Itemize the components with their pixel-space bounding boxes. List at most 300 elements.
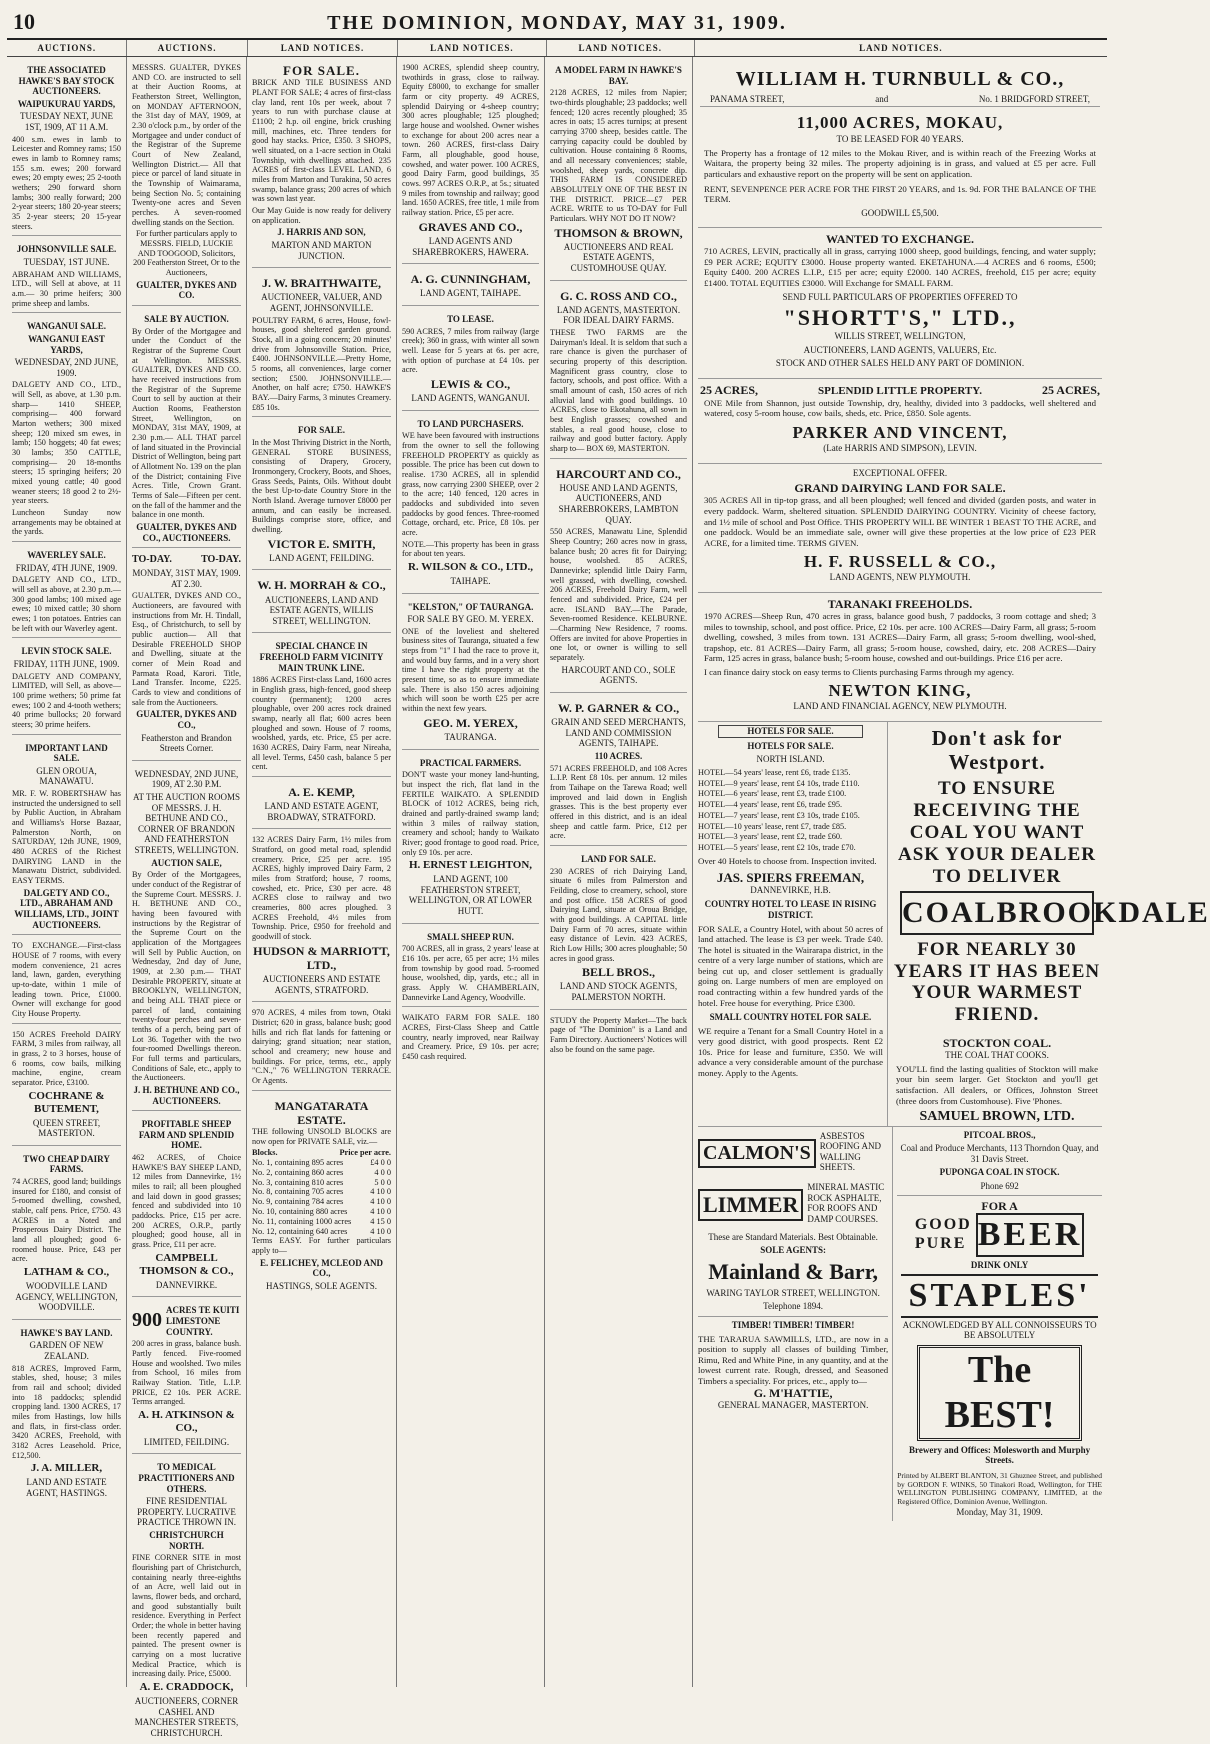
ad-glen-oroua-land-sale bbox=[12, 738, 121, 936]
ad-address: LAND AGENTS, MASTERTON. FOR IDEAL DAIRY FARMS. bbox=[556, 304, 681, 326]
ad-signature: GRAVES AND CO., bbox=[418, 219, 523, 234]
ad-signature: G. C. ROSS AND CO., bbox=[560, 288, 677, 303]
beer-column bbox=[893, 1127, 1102, 1521]
ad-body: WE have been favoured with instructions from the owner to sell the following FREEHOLD PROPERTY as quickly as possible. The price has been cut down to realise. 1730 ACRES, all in splendid grass, now carrying 2300 SHEEP, over 2 to the acre; 140 fenced, 120 acres in paddocks and subdivided into seven paddocks by good fences. Three-roomed Cottage, orchard, etc. Price, £8 10s. per acre. bbox=[402, 431, 539, 537]
ad-address: WOODVILLE LAND AGENCY, WELLINGTON, WOODVILLE. bbox=[15, 1280, 118, 1313]
ad-address: LAND AGENTS AND SHAREBROKERS, HAWERA. bbox=[412, 235, 529, 257]
ad-where: CHRISTCHURCH NORTH. bbox=[149, 1530, 224, 1551]
today-right: TO-DAY. bbox=[201, 554, 241, 566]
ad-body: MESSRS. GUALTER, DYKES AND CO. are instructed to sell at their Auction Rooms, at Featherston Street, Wellington, on MONDAY AFTERNOON, the 31st day of MAY, 1909, at 2.30 o'clock p.m., by order of the Mortgagee and under conduct of the Registrar of the Supreme Court of New Zealand, Wellington District.— All that piece or parcel of land situate in the Township of Waimarama, being Section No. 5; containing Twenty-one acres and Seven perches. A seven-roomed dwelling stands on the Section. bbox=[132, 63, 241, 227]
ad-study-market bbox=[550, 1013, 687, 1059]
hotels-column bbox=[698, 722, 888, 1126]
ad-signature: LATHAM & CO., bbox=[23, 1266, 110, 1278]
westport-line-1: Don't ask for Westport. bbox=[931, 725, 1063, 775]
ad-signature: H. ERNEST LEIGHTON, bbox=[408, 859, 533, 872]
ad-today-karori-shop bbox=[132, 551, 241, 761]
ad-address: HOUSE AND LAND AGENTS, AUCTIONEERS, AND SHAREBROKERS, LAMBTON QUAY. bbox=[558, 482, 679, 525]
ad-signature: A. H. ATKINSON & CO., bbox=[138, 1408, 235, 1434]
ad-address: TAURANGA. bbox=[444, 731, 497, 742]
ad-address: LAND AGENT, FEILDING. bbox=[269, 552, 374, 563]
ad-address: GRAIN AND SEED MERCHANTS, LAND AND COMMISSION AGENTS, TAIHAPE. bbox=[551, 717, 686, 749]
ad-model-farm bbox=[550, 60, 687, 281]
beer-pure: PURE bbox=[914, 1234, 967, 1252]
hotel-line: HOTEL—6 years' lease, rent £3, trade £100. bbox=[698, 789, 847, 799]
ad-signature: J. W. BRAITHWAITE, bbox=[261, 276, 382, 291]
ad-title: IMPORTANT LAND SALE. bbox=[25, 742, 108, 764]
ad-signature: A. E. KEMP, bbox=[288, 784, 355, 799]
ad-practical-farmers bbox=[402, 753, 539, 924]
split-hotels-coal bbox=[698, 722, 1210, 1127]
newton-king-address: LAND AND FINANCIAL AGENCY, NEW PLYMOUTH. bbox=[793, 701, 1007, 712]
ad-signature: LEWIS & CO., bbox=[430, 376, 511, 391]
section-head-auctions-1: AUCTIONS. bbox=[7, 40, 127, 56]
ad-body: FINE CORNER SITE in most flourishing part of Christchurch, containing nearly three-eighths of an Acre, well laid out in lawns, flower beds, and orchard, and good substantially built residence. Everything in Perfect Order; the whole in better having been recently papered and painted. The present owner is carrying on a most lucrative Medical Practice, which is increasing daily. Price, £5000. bbox=[132, 1553, 241, 1679]
ad-address: LAND AGENT, 100 FEATHERSTON STREET, WELLINGTON, OR AT LOWER HUTT. bbox=[408, 874, 533, 917]
ad-body: THESE TWO FARMS are the Dairyman's Ideal. It is seldom that such a rare chance is given the purchaser of securing property of this description. Magnificent grass country, close to factory, schools, and post office. With a small amount of cash, 150 acres of rich alluvial land with good buildings. 10 ACRES, close to Ekotahuna, all sown in best English grasses; cowshed and stables, a real good house, close to railway and good butter factory. Apply sharp to— BOX 69, MASTERTON. bbox=[550, 327, 687, 454]
shortts-role: AUCTIONEERS, LAND AGENTS, VALUERS, Etc. bbox=[803, 344, 997, 355]
ad-title: TO LEASE. bbox=[447, 313, 494, 324]
splendid-head-row bbox=[700, 383, 1100, 398]
ad-body: ABRAHAM AND WILLIAMS, LTD., will Sell at above, at 11 a.m.— 30 prime heifers; 300 prime sheep and lambs. bbox=[12, 269, 121, 308]
block-row bbox=[252, 1168, 391, 1178]
ad-hawkes-bay-stock bbox=[12, 60, 121, 236]
mainland-barr-logo: Mainland & Barr, bbox=[708, 1258, 878, 1284]
mokau-body: The Property has a frontage of 12 miles to the Mokau River, and is within reach of the Freezing Works at Waitara, the property being 32 miles. The property adjoining is in grass, and valued at £5 per acre. Full particulars and exhaustive report on the property will be sent on application. bbox=[704, 147, 1096, 179]
ad-big-number: 900 bbox=[132, 1309, 162, 1332]
block-row bbox=[252, 1158, 391, 1168]
ad-body: 462 ACRES, of Choice HAWKE'S BAY SHEEP LAND, 12 miles from Dannevirke, 1½ miles to rail; all been ploughed and laid down in good grasses; fenced and subdivided into 10 paddocks. Price, £15 per acre. 200 ACRES, O.R.P., partly ploughed; good house, all in grass. Price, £11 per acre. bbox=[132, 1153, 241, 1250]
ad-footer: Our May Guide is now ready for delivery on application. bbox=[252, 206, 391, 225]
ad-title: AUCTION SALE, bbox=[151, 857, 222, 868]
beer-row bbox=[897, 1213, 1102, 1257]
ad-body: In the Most Thriving District in the North, GENERAL STORE BUSINESS, consisting of Drapery, Grocery, Ironmongery, Crockery, Boots, and Shoes, Grass Seeds, Paints, Oils. Without doubt the best Up-to-date Country Store in the North Island. Average turnover £8000 per annum, and can easily be increased. Buildings comprise store, office, and dwelling. bbox=[252, 437, 392, 534]
ad-waverley-sale bbox=[12, 545, 121, 638]
hotels-list bbox=[698, 768, 883, 854]
mokau-sub: TO BE LEASED FOR 40 YEARS. bbox=[836, 134, 964, 145]
beer-brewery: Brewery and Offices: Molesworth and Murphy Streets. bbox=[909, 1444, 1091, 1466]
ad-body: 1900 ACRES, splendid sheep country, twothirds in grass, close to railway. Equity £8000, to exchange for smaller farm or city property. 49 ACRES, splendid Dairying or 4-sheep country; 300 acres ploughable; 125 ploughed; large house and woolshed. Owner wishes to exchange for about 200 acres near a town. 260 ACRES, first-class Dairy Farm, all ploughable, good house, cowshed, and water power. 100 ACRES, good Dairy Farm, good buildings, 35 cows. 997 ACRES O.R.P., at 5s.; situated 9 miles from township and railway; good land. 1650 ACRES, free title, 1 mile from railway station. Price, £5 per acre. bbox=[402, 63, 539, 218]
sole-agents: SOLE AGENTS: bbox=[760, 1245, 826, 1256]
column-2 bbox=[127, 57, 247, 1738]
ad-title: FOR SALE. bbox=[297, 425, 345, 436]
block-name: No. 2, containing 860 acres bbox=[252, 1167, 344, 1177]
columns bbox=[7, 57, 1210, 1738]
staples-logo: STAPLES' bbox=[901, 1274, 1098, 1318]
ad-subtitle: WANGANUI EAST YARDS, bbox=[28, 333, 105, 355]
column-1 bbox=[7, 57, 127, 1687]
pitcoal-head: PITCOAL BROS., bbox=[963, 1129, 1036, 1140]
good-pure-stack bbox=[915, 1216, 972, 1254]
ad-johnsonville-sale bbox=[12, 239, 121, 313]
ad-turnbull-mokau bbox=[698, 60, 1102, 228]
stockton-body: YOU'LL find the lasting qualities of Stockton will make your bin seem larger. Get Stockton and you'll get satisfaction. All dealers, or Offices, Johnston Street (three doors from Customhouse). Five 'Phones. bbox=[896, 1063, 1098, 1106]
ad-title: 110 ACRES. bbox=[594, 750, 643, 761]
ad-signature: W. P. GARNER & CO., bbox=[557, 700, 680, 715]
ad-address: LAND AND ESTATE AGENT, BROADWAY, STRATFORD. bbox=[264, 801, 379, 822]
ad-sale-by-auction bbox=[132, 309, 241, 548]
mainland-telephone: Telephone 1894. bbox=[763, 1301, 824, 1312]
hotels-title: HOTELS FOR SALE. bbox=[747, 740, 834, 751]
pitcoal-phone: Phone 692 bbox=[980, 1181, 1019, 1192]
ad-terms: Terms EASY. For further particulars apply to— bbox=[252, 1236, 391, 1255]
ad-hudson-marriott bbox=[252, 832, 391, 1002]
ad-date: TUESDAY NEXT, JUNE 1ST, 1909, AT 11 A.M. bbox=[20, 111, 113, 133]
ad-signature: A. G. CUNNINGHAM, bbox=[410, 272, 531, 287]
ad-grand-dairying-land bbox=[698, 464, 1102, 593]
block-price: 4 10 0 bbox=[370, 1187, 391, 1197]
ad-address: AUCTIONEERS AND REAL ESTATE AGENTS, CUSTOMHOUSE QUAY. bbox=[563, 241, 674, 273]
hotels-box: HOTELS FOR SALE. bbox=[718, 725, 863, 738]
block-price: 4 10 0 bbox=[370, 1206, 391, 1216]
ad-subtitle: FOR SALE BY GEO. M. YEREX. bbox=[407, 614, 534, 625]
calmons-logo: CALMON'S bbox=[698, 1139, 816, 1169]
blocks-col-head: Blocks. bbox=[252, 1148, 278, 1158]
ad-signature: GUALTER, DYKES AND CO., bbox=[136, 709, 237, 730]
price-col-head: Price per acre. bbox=[339, 1148, 391, 1158]
timber-body: THE TARARUA SAWMILLS, LTD., are now in a position to supply all classes of building Timber, Rimu, Red and White Pine, in any quantity, and at the lowest current rate. Rough, dressed, and Seasoned Timbers a speciality. For prices, etc., apply to— bbox=[698, 1333, 889, 1386]
block-row bbox=[252, 1227, 391, 1237]
pitcoal-coal: PUPONGA COAL IN STOCK. bbox=[939, 1167, 1060, 1178]
imprint: Printed by ALBERT BLANTON, 31 Ghuznee Street, and published by GORDON F. WINKS, 50 Tinakori Road, Wellington, for THE WELLINGTON PUBLISHING COMPANY, LIMITED, at the Registered Office, Dominion Avenue, Wellington. bbox=[897, 1470, 1102, 1507]
small-hotel-body: WE require a Tenant for a Small Country Hotel in a very good district, with good prospects. Rent £2 10s. Price for lease and furniture, £350. We will advance a very considerable amount of the purchase money. Apply to the Agents. bbox=[698, 1025, 883, 1078]
ad-body: TO EXCHANGE.—First-class HOUSE of 7 rooms, with every modern convenience, 21 acres land, lawn, garden, everything up-to-date, within 1 mile of leading town. Price, £1000. Owner will exchange for good City House Property. bbox=[12, 941, 121, 1018]
ad-small-sheep-run bbox=[402, 927, 539, 1008]
ad-title: MANGATARATA ESTATE. bbox=[274, 1098, 369, 1127]
ad-subtitle: WAIPUKURAU YARDS, bbox=[17, 98, 116, 109]
exchange-send: SEND FULL PARTICULARS OF PROPERTIES OFFERED TO bbox=[782, 291, 1018, 302]
shortts-address: WILLIS STREET, WELLINGTON, bbox=[834, 331, 966, 342]
newspaper-title: THE DOMINION, MONDAY, MAY 31, 1909. bbox=[327, 12, 787, 34]
ad-footer: For further particulars apply to MESSRS. FIELD, LUCKIE AND TOOGOOD, Solicitors, 200 Featherston Street, Or to the Auctioneers, bbox=[133, 229, 240, 278]
ad-wanted-to-exchange bbox=[698, 228, 1102, 379]
stockton-sub: THE COAL THAT COOKS. bbox=[945, 1050, 1049, 1061]
block-name: No. 1, containing 895 acres bbox=[252, 1158, 344, 1168]
country-hotel-head: COUNTRY HOTEL TO LEASE IN RISING DISTRICT. bbox=[704, 899, 877, 921]
ad-kemp bbox=[252, 780, 391, 829]
hotel-line: HOTEL—54 years' lease, rent £6, trade £135. bbox=[698, 767, 851, 777]
ad-signature: BELL BROS., bbox=[581, 965, 656, 980]
ad-title: LAND FOR SALE. bbox=[581, 853, 656, 864]
ad-title: WANGANUI SALE. bbox=[26, 321, 106, 332]
ad-subtitle: THE following UNSOLD BLOCKS are now open for PRIVATE SALE, viz.— bbox=[252, 1126, 391, 1146]
ad-body: 2128 ACRES, 12 miles from Napier; two-thirds ploughable; 23 paddocks; well fenced; 120 acres recently ploughed; 35 acres in oats; 15 acres turnips; at present carrying 3700 sheep, besides cattle. The carrying capacity could be doubled by cultivation. House containing 8 Rooms, and all necessary conveniences; stable, woolshed, sheep yards, concrete dip. THIS FARM IS CONSIDERED ABSOLUTELY ONE OF THE BEST IN THE DISTRICT. PRICE—£7 PER ACRE. WRITE to us TO-DAY for Full Particulars. WHY NOT DO IT NOW? bbox=[550, 88, 687, 223]
shortts-firm: "SHORTT'S," LTD., bbox=[783, 305, 1017, 331]
ad-date: MONDAY, 31ST MAY, 1909. AT 2.30. bbox=[132, 568, 241, 589]
ad-taranaki-freeholds bbox=[698, 593, 1102, 722]
country-hotel-body: FOR SALE, a Country Hotel, with about 50 acres of land attached. The lease is £3 per week. Trade £40. The hotel is situated in the Wairarapa district, in the centre of a very large number of stations, which are being cut up, and closer settlement is gradually going on. Large numbers of men are employed on road contracting within a few hundred yards of the hotel. Free house for everything. Price £300. bbox=[698, 923, 883, 1008]
ad-waikato-farm bbox=[402, 1010, 539, 1065]
ad-signature: W. H. MORRAH & CO., bbox=[257, 578, 386, 593]
ad-address: LAND AND ESTATE AGENT, HASTINGS. bbox=[25, 1477, 108, 1498]
ad-signature: E. FELICHEY, MCLEOD AND CO., bbox=[260, 1257, 383, 1279]
ad-signature: VICTOR E. SMITH, bbox=[267, 536, 376, 551]
ad-date: FRIDAY, 4TH JUNE, 1909. bbox=[15, 562, 118, 573]
ad-kelston-tauranga bbox=[402, 597, 539, 750]
section-head-land-1: LAND NOTICES. bbox=[248, 40, 398, 56]
ad-harcourt bbox=[550, 462, 687, 693]
ad-head-row bbox=[132, 1303, 241, 1339]
ad-body: DALGETY AND CO., LTD., will Sell, as above, at 1.30 p.m. sharp— 1410 SHEEP, comprising— 400 forward Marton wethers; 300 mixed sheep; 120 mixed sm ewes, in lamb; 150 hoggets; 40 fat ewes; 30 lambs; 350 CATTLE, comprising— 20 18-months steers; 15 springing heifers; 20 mixed young cattle; 40 good weaner steers; 18 good 2 to 2½-year steers. bbox=[12, 380, 121, 506]
ad-ross bbox=[550, 284, 687, 459]
ad-signature: A. E. CRADDOCK, bbox=[139, 1681, 234, 1694]
ad-body: 550 ACRES, Manawatu Line, Splendid Sheep Country; 260 acres now in grass, balance bush; 20 acres fit for Dairying; house, woolshed. 85 ACRES, Dannevirke; splendid little Dairy Farm, well grassed, with dwelling, cowshed. 206 ACRES, Freehold Dairy Farm, well fenced and subdivided. Price, £24 per acre. ISLAND BAY.—The Parade, Seven-roomed Residence. KELBURNE.—Charming New Residence, 7 rooms. Offers are invited for above Properties in one lot, or owner is willing to sell separately. bbox=[550, 527, 687, 663]
ad-cunningham bbox=[402, 267, 539, 306]
block-row bbox=[252, 1197, 391, 1207]
taranaki-head: TARANAKI FREEHOLDS. bbox=[827, 596, 973, 611]
ad-mangatarata-estate bbox=[252, 1094, 391, 1298]
ad-signature: HUDSON & MARRIOTT, LTD., bbox=[253, 943, 390, 972]
block-name: No. 8, containing 705 acres bbox=[252, 1187, 344, 1197]
parker-firm: PARKER AND VINCENT, bbox=[792, 423, 1008, 442]
ad-subtitle: FINE RESIDENTIAL PROPERTY. LUCRATIVE PRACTICE THROWN IN. bbox=[136, 1496, 237, 1528]
ad-date: TUESDAY, 1ST JUNE. bbox=[23, 256, 110, 267]
ad-medical-practitioners bbox=[132, 1457, 241, 1744]
ad-signature-2: HARCOURT AND CO., SOLE AGENTS. bbox=[561, 664, 676, 686]
hotel-line: HOTEL—3 years' lease, rent £2, trade £60. bbox=[698, 832, 843, 842]
ad-body: 818 ACRES, Improved Farm, stables, shed, house; 3 miles from rail and school; divided into 18 paddocks; splendid cropping land. 1300 ACRES, 17 miles from Hastings, low hills and flats, in first-class order. 3420 ACRES, Freehold, with 3182 Acres Leasehold. Price, £12,500. bbox=[12, 1363, 121, 1460]
westport-line-2: TO ENSURE RECEIVING THE COAL YOU WANT ASK YOUR DEALER TO DELIVER bbox=[898, 778, 1096, 887]
ad-title: HAWKE'S BAY LAND. bbox=[20, 1327, 113, 1338]
block-row bbox=[252, 1187, 391, 1197]
ad-body: 200 acres in grass, balance bush. Partly fenced. Five-roomed House and woolshed. Two miles from School, 16 miles from Railway Station. Title, L.I.P. PRICE, £2 10s. PER ACRE. Terms arranged. bbox=[132, 1339, 241, 1407]
ad-title: SPECIAL CHANCE IN FREEHOLD FARM VICINITY MAIN TRUNK LINE. bbox=[259, 641, 384, 673]
ad-general-store bbox=[252, 420, 391, 570]
ad-title: SALE BY AUCTION. bbox=[144, 314, 229, 324]
turnbull-right: No. 1 BRIDGFORD STREET, bbox=[978, 93, 1090, 104]
ad-signature: THOMSON & BROWN, bbox=[554, 225, 683, 240]
mokau-rent: RENT, SEVENPENCE PER ACRE FOR THE FIRST 20 YEARS, and 1s. 9d. FOR THE BALANCE OF THE TERM. bbox=[704, 183, 1096, 205]
ad-body: ONE of the loveliest and sheltered business sites of Tauranga, situated a few steps from "1" I had the race to prove it, and would buy farms, and in a very short time I have the right property at the present time, so as to ensure immediate sale. There is also 150 acres adjoining which will soon be worth £25 per acre within the next few years. bbox=[402, 626, 539, 714]
section-head-land-2: LAND NOTICES. bbox=[398, 40, 546, 56]
ad-signature: HARCOURT AND CO., bbox=[556, 466, 681, 481]
ad-body: WAIKATO FARM FOR SALE. 180 ACRES, First-Class Sheep and Cattle country, nearly improved, near Railway and Creamery. Price, £9 10s. per acre; £450 cash required. bbox=[402, 1013, 539, 1061]
ad-address: AUCTIONEERS, LAND AND ESTATE AGENTS, WILLIS STREET, WELLINGTON. bbox=[264, 594, 379, 626]
exchange-head: WANTED TO EXCHANGE. bbox=[826, 232, 974, 247]
coal-column bbox=[888, 722, 1210, 1126]
ad-body: 571 ACRES FREEHOLD, and 108 Acres L.I.P. Rent £8 10s. per annum. 12 miles from Taihape on the Tarewa Road; well improved and laid down in English grasses. This is the best property ever offered in this district, and is an ideal sheep and cattle farm. Price, £12 per acre. bbox=[550, 763, 687, 841]
ad-signature: DALGETY AND CO., LTD., ABRAHAM AND WILLIAMS, LTD., JOINT AUCTIONEERS. bbox=[14, 887, 119, 930]
ad-wanganui-sale bbox=[12, 316, 121, 542]
shortts-footer: STOCK AND OTHER SALES HELD ANY PART OF DOMINION. bbox=[775, 358, 1025, 369]
blocks-header bbox=[252, 1148, 391, 1158]
ad-signature: J. A. MILLER, bbox=[30, 1462, 103, 1475]
ad-address: LAND AGENTS, WANGANUI. bbox=[411, 393, 530, 404]
russell-address: LAND AGENTS, NEW PLYMOUTH. bbox=[829, 572, 971, 583]
ad-title: PROFITABLE SHEEP FARM AND SPLENDID HOME. bbox=[138, 1119, 235, 1151]
hotel-line: HOTEL—10 years' lease, rent £7, trade £85. bbox=[698, 821, 847, 831]
block-price: 5 0 0 bbox=[374, 1177, 391, 1187]
hotel-line: HOTEL—5 years' lease, rent £2 10s, trade £70. bbox=[698, 843, 856, 853]
column-wide bbox=[693, 57, 1210, 1687]
ad-address: LAND AGENT, TAIHAPE. bbox=[420, 288, 521, 299]
splendid-left: 25 ACRES, bbox=[700, 382, 759, 397]
ad-address: AUCTIONEERS AND ESTATE AGENTS, STRATFORD. bbox=[262, 974, 381, 995]
spiers-firm: JAS. SPIERS FREEMAN, bbox=[716, 869, 865, 885]
ad-garner bbox=[550, 696, 687, 846]
small-hotel-head: SMALL COUNTRY HOTEL FOR SALE. bbox=[709, 1012, 872, 1023]
mainland-address: WARING TAYLOR STREET, WELLINGTON. bbox=[706, 1287, 880, 1298]
ad-body: 590 ACRES, 7 miles from railway (large creek); 360 in grass, with winter all sown well. Lease for 5 years at 6s. per acre, with option of purchase at £4 10s. per acre. bbox=[402, 326, 539, 375]
calmons-row bbox=[698, 1131, 888, 1176]
ad-profitable-sheep-farm bbox=[132, 1114, 241, 1297]
ad-address: Featherston and Brandon Streets Corner. bbox=[141, 732, 232, 754]
ad-body: DALGETY AND CO., LTD., will sell as above, at 2.30 p.m.— 300 good lambs; 100 mixed age ewes; 10 mixed cattle; 30 shorn ewes; 1 ton potatoes. Entries can be left with our Waverley agent. bbox=[12, 575, 121, 633]
column-5 bbox=[545, 57, 693, 1687]
ad-body: MR. F. W. ROBERTSHAW has instructed the undersigned to sell by Public Auction, in Abraham and Williams's Horse Bazaar, Palmerston North, on SATURDAY, 12th JUNE, 1909, 480 ACRES of the Richest DAIRYING LAND in the Manawatu District, subdivided. EASY TERMS. bbox=[12, 789, 121, 886]
page-number: 10 bbox=[13, 9, 35, 34]
ad-title: TWO CHEAP DAIRY FARMS. bbox=[23, 1153, 110, 1175]
block-row bbox=[252, 1217, 391, 1227]
beer-ack: ACKNOWLEDGED BY ALL CONNOISSEURS TO BE ABSOLUTELY bbox=[902, 1319, 1097, 1341]
ad-body: 74 ACRES, good land; buildings insured for £180, and consist of 5-roomed dwelling, cowshed, stable, calf pens. Price, £750. 43 ACRES in a Noted and Prosperous Dairy District. The land all ploughed; good 6-roomed house. Price, £43 per acre. bbox=[12, 1176, 121, 1264]
block-row bbox=[252, 1207, 391, 1217]
ad-levin-stock-sale bbox=[12, 641, 121, 734]
mokau-goodwill: GOODWILL £5,500. bbox=[861, 207, 939, 218]
ad-date: WEDNESDAY, 2ND JUNE, 1909, AT 2.30 P.M. bbox=[134, 768, 239, 790]
imprint-date: Monday, May 31, 1909. bbox=[956, 1507, 1043, 1518]
ad-where: AT THE AUCTION ROOMS OF MESSRS. J. H. BETHUNE AND CO., CORNER OF BRANDON AND FEATHERSTON STREETS, WELLINGTON. bbox=[133, 792, 240, 856]
section-head-land-3: LAND NOTICES. bbox=[547, 40, 695, 56]
limmer-logo: LIMMER bbox=[698, 1189, 803, 1221]
calmons-desc: ASBESTOS ROOFING AND WALLING SHEETS. bbox=[819, 1130, 882, 1173]
ad-title: FOR SALE. bbox=[283, 63, 360, 78]
block-row bbox=[252, 1178, 391, 1188]
block-name: No. 12, containing 640 acres bbox=[252, 1226, 348, 1236]
timber-ad bbox=[698, 1316, 888, 1411]
ad-title: JOHNSONVILLE SALE. bbox=[16, 244, 117, 255]
ad-signature: J. H. BETHUNE AND CO., AUCTIONEERS. bbox=[133, 1085, 240, 1106]
hotel-line: HOTEL—9 years' lease, rent £4 10s, trade £110. bbox=[698, 778, 860, 788]
ad-morrah bbox=[252, 573, 391, 633]
beer-drink-only: DRINK ONLY bbox=[970, 1259, 1029, 1270]
ad-body: 1886 ACRES First-class Land, 1600 acres in English grass, high-fenced, good sheep country (permanent); 1200 acres ploughable, over 200 acres rock drained swamp, nearly all flat; 600 acres been ploughed and sown. House of 7 rooms, woolshed, yards, etc. Price, £5 per acre. 1630 ACRES, Dairy Farm, near Nireaha, all level. Terms, £450 cash, balance 5 per cent. bbox=[252, 675, 391, 772]
pitcoal-body: Coal and Produce Merchants, 113 Thorndon Quay, and 31 Davis Street. bbox=[900, 1143, 1099, 1164]
ad-address: DANNEVIRKE. bbox=[155, 1279, 218, 1290]
section-head-land-4: LAND NOTICES. bbox=[859, 43, 943, 53]
splendid-body: ONE Mile from Shannon, just outside Township, dry, healthy, divided into 3 paddocks, well sheltered and watered, cosy 5-room house, cow bails, sheds, etc. Price, £850. Sole agents. bbox=[704, 397, 1096, 419]
stockton-head: STOCKTON COAL. bbox=[942, 1036, 1052, 1051]
ad-address: TAIHAPE. bbox=[450, 575, 491, 586]
block-name: No. 9, containing 784 acres bbox=[252, 1197, 344, 1207]
block-price: 4 10 0 bbox=[370, 1226, 391, 1236]
ad-title: PRACTICAL FARMERS. bbox=[419, 757, 522, 768]
ad-subtitle: GARDEN OF NEW ZEALAND. bbox=[29, 1340, 104, 1362]
section-head-row bbox=[7, 40, 1107, 57]
ad-cochrane-butement bbox=[12, 1027, 121, 1146]
the-best-logo: The BEST! bbox=[917, 1345, 1082, 1441]
ad-hawkes-bay-land bbox=[12, 1323, 121, 1505]
beer-good: GOOD bbox=[914, 1216, 972, 1234]
ad-to-land-purchasers bbox=[402, 414, 539, 594]
splendid-mid: SPLENDID LITTLE PROPERTY. bbox=[818, 384, 982, 397]
ad-subtitle: GLEN OROUA, MANAWATU. bbox=[36, 765, 97, 787]
block-price: 4 15 0 bbox=[370, 1216, 391, 1226]
ad-body: POULTRY FARM, 6 acres, House, fowl-houses, good sheltered garden ground. Stock, all in a going concern; 20 minutes' drive from Johnsonville Station. Price, £400. JOHNSONVILLE.—Pretty Home, 5 rooms, all conveniences, large corner section; £500. JOHNSONVILLE.—Another, on half acre; £750. HAWKE'S BAY.—Dairy Farms, 3 minutes Creamery. £85 10s. bbox=[252, 315, 391, 412]
ad-to-lease bbox=[402, 309, 539, 411]
grand-sub: EXCEPTIONAL OFFER. bbox=[852, 467, 948, 478]
ad-title: TO LAND PURCHASERS. bbox=[417, 418, 524, 429]
ad-address: LIMITED, FEILDING. bbox=[143, 1436, 230, 1447]
materials-column bbox=[698, 1127, 893, 1521]
hotel-line: HOTEL—7 years' lease, rent £3 10s, trade £105. bbox=[698, 810, 860, 820]
ad-graves bbox=[402, 60, 539, 264]
block-name: No. 11, containing 1000 acres bbox=[252, 1216, 352, 1226]
blocks-list bbox=[252, 1158, 391, 1236]
westport-line-3: FOR NEARLY 30 YEARS IT HAS BEEN YOUR WARMEST FRIEND. bbox=[893, 938, 1101, 1026]
ad-harris-for-sale bbox=[252, 60, 391, 268]
block-price: 4 0 0 bbox=[374, 1167, 391, 1177]
ad-title: WAVERLEY SALE. bbox=[27, 550, 106, 561]
ad-body: By Order of the Mortgagee and under the Conduct of the Registrar of the Supreme Court at Wellington. MESSRS. GUALTER, DYKES AND CO. have received instructions from the Registrar of the Supreme Court to sell by auction at their Auction Rooms, Featherston Street, Wellington, on MONDAY, 31st MAY, 1909, at 2.30 p.m.— ALL THAT parcel of land situated in the Provincial District of Wellington, being part of Allotment No. 139 on the plan of the District; containing Five Acres. Title, Crown Grant. Terms of Sale—Fifteen per cent. on the fall of the hammer and the balance in one month. bbox=[132, 326, 241, 520]
turnbull-mid: and bbox=[875, 93, 889, 104]
timber-address: GENERAL MANAGER, MASTERTON. bbox=[717, 1400, 869, 1411]
split-bottom bbox=[698, 1127, 1102, 1521]
exchange-body: 710 ACRES, LEVIN, practically all in grass, carrying 1000 sheep, good buildings, fencing, and water supply; £9 PER ACRE; EQUITY £3000. House property wanted. EKETAHUNA.—4 ACRES and 6 rooms, £500; Equity £400. 200 ACRES L.I.P., £15 per acre; equity £2000. 140 ACRES, freehold, £15 per acre; equity £1400. TOTAL EQUITIES £3000. Will Exchange for SMALL FARM. bbox=[704, 246, 1096, 288]
calmons-footer: These are Standard Materials. Best Obtainable. bbox=[708, 1231, 878, 1242]
section-head-auctions-2: AUCTIONS. bbox=[127, 40, 247, 56]
beer-word: BEER bbox=[976, 1213, 1085, 1257]
taranaki-body: 1970 ACRES—Sheep Run, 470 acres in grass, balance good bush, 7 paddocks, 3 room cottage and shed; 3 miles to township, school, and post office. Price, £2 10s. per acre. 100 ACRES—Dairy Farm, all grass; 5-room dwelling, cowshed, 3 miles from town. 131 ACRES—Dairy Farm, all grass; 5-room dwelling, wool-shed, trapshop, etc. 81 ACRES—Dairy Farm, all grass; 5-room house, cowshed, dairy, etc. 208 ACRES—Dairy Farm, 125 acres in grass, balance bush; 5-room house, cowshed and out-buildings. Price £16 per acre. bbox=[704, 610, 1096, 664]
ad-title: A MODEL FARM IN HAWKE'S BAY. bbox=[555, 65, 682, 86]
ad-address: HASTINGS, SOLE AGENTS. bbox=[265, 1280, 377, 1291]
ad-body: By Order of the Mortgagees, under conduct of the Registrar of the Supreme Court. MESSRS. J. H. BETHUNE AND CO., having been favoured with instructions by the Registrar of the Supreme Court on the application of the Mortgagees will Sell by Public Auction, on Wednesday, 2nd day of June, 1909, at 2.30 p.m.— THAT Desirable PROPERTY, situate at BROOKLYN, WELLINGTON, and being ALL THAT piece or parcel of land, containing twenty-four perches and seven-tenths of a perch, being part of Lot 36. Together with the two four-roomed Dwellings thereon. For full terms and particulars, Conditions of Sale, etc., apply to the Auctioneers. bbox=[132, 870, 241, 1083]
column-4 bbox=[397, 57, 545, 1687]
ad-title: THE ASSOCIATED HAWKE'S BAY STOCK AUCTIONEERS. bbox=[18, 65, 115, 97]
hotels-sub: NORTH ISLAND. bbox=[756, 754, 825, 765]
ad-body: 400 s.m. ewes in lamb to Leicester and Romney rams; 150 ewes in lamb to Romney rams; 155 s.m. ewes; 200 forward ewes; 20 empty ewes; 25 2-tooth wethers; 290 forward shorn lambs; 300 really forward; 200 2-year steers; 180 20-year steers; 35 2-year steers; 20 15-year steers. bbox=[12, 134, 121, 231]
turnbull-address bbox=[700, 92, 1100, 108]
ad-body: DON'T waste your money land-hunting, but inspect the rich, flat land in the FERTILE WAIKATO. A SPLENDID BLOCK of 1012 ACRES, being rich, drained and partly-drained swamp land; within 3 miles of railway station, creamery and school; handy to Waikato River; good frontage to good road. Price, only £9 10s. per acre. bbox=[402, 770, 539, 857]
hotels-footer: Over 40 Hotels to choose from. Inspection invited. bbox=[698, 855, 877, 866]
ad-address: LAND AND STOCK AGENTS, PALMERSTON NORTH. bbox=[559, 981, 678, 1002]
timber-head: TIMBER! TIMBER! TIMBER! bbox=[731, 1319, 855, 1330]
limmer-desc: MINERAL MASTIC ROCK ASPHALTE, FOR ROOFS AND DAMP COURSES. bbox=[807, 1182, 885, 1224]
ad-body: GUALTER, DYKES AND CO., Auctioneers, are favoured with instructions from Mr. H. Tindall, Esq., of Christchurch, to sell by public auction— All that Desirable FREEHOLD SHOP and Dwelling, situate at the corner of Mein Road and Parmata Road, Karori. Title, Land Transfer. Income, £225. Cards to view and conditions of sale from the Auctioneers. bbox=[132, 591, 241, 707]
today-left: TO-DAY. bbox=[132, 554, 172, 566]
taranaki-footer: I can finance dairy stock on easy terms to Clients purchasing Farms through my agency. bbox=[704, 666, 1014, 677]
ad-signature: J. HARRIS AND SON, bbox=[277, 227, 366, 238]
turnbull-left: PANAMA STREET, bbox=[710, 93, 785, 104]
ad-signature: GUALTER, DYKES AND CO., AUCTIONEERS. bbox=[136, 522, 237, 543]
ad-gualter-waimarama bbox=[132, 60, 241, 306]
block-name: No. 3, containing 810 acres bbox=[252, 1177, 344, 1187]
ad-body: 970 ACRES, 4 miles from town, Otaki District; 620 in grass, balance bush; good hills and rich flat lands for fattening or dairying; grand situation; near station, school and creamery; new house and buildings. For price, terms, etc., apply "C.N.," 76 WELLINGTON TERRACE. Or Agents. bbox=[252, 1008, 391, 1085]
ad-title: ACRES TE KUITI LIMESTONE COUNTRY. bbox=[166, 1305, 240, 1337]
ad-special-chance bbox=[252, 636, 391, 777]
ad-address: AUCTIONEER, VALUER, AND AGENT, JOHNSONVILLE. bbox=[261, 292, 382, 313]
russell-firm: H. F. RUSSELL & CO., bbox=[803, 552, 997, 572]
block-price: 4 10 0 bbox=[370, 1197, 391, 1207]
masthead bbox=[7, 7, 1107, 40]
timber-signature: G. M'HATTIE, bbox=[753, 1386, 833, 1401]
parker-address: (Late HARRIS AND SIMPSON), LEVIN. bbox=[823, 443, 977, 454]
ad-date: FRIDAY, 11TH JUNE, 1909. bbox=[13, 658, 120, 669]
ad-date: WEDNESDAY, 2ND JUNE, 1909. bbox=[14, 357, 119, 378]
ad-body: BRICK AND TILE BUSINESS AND PLANT FOR SALE; 4 acres of first-class clay land, rent 10s per week, about 7 years to run with purchase clause at £1100; 2 h.p. oil engine, brick crushing mill, machines, etc. Three tenders for good hay stacks. Price, £350. 3 SHOPS, well situated, on a 1-acre section in Otaki Township, with dwellings attached. 235 ACRES of first-class LEVEL LAND, 6 miles from Marton and Turakina, 50 acres swamp, balance grass; 200 acres of which was sown last year. bbox=[252, 78, 391, 204]
ad-signature: GEO. M. YEREX, bbox=[423, 715, 518, 730]
ad-note: Luncheon Sunday now arrangements may be obtained at the yards. bbox=[12, 508, 121, 537]
ad-title: LEVIN STOCK SALE. bbox=[21, 646, 112, 657]
ad-exchange-house bbox=[12, 938, 121, 1023]
ad-address: QUEEN STREET, MASTERTON. bbox=[32, 1117, 101, 1139]
ad-title: SMALL SHEEP RUN. bbox=[427, 931, 514, 942]
ad-signature: CAMPBELL THOMSON & CO., bbox=[139, 1251, 234, 1277]
splendid-right: 25 ACRES, bbox=[1041, 382, 1100, 397]
ad-te-kuiti-limestone bbox=[132, 1300, 241, 1454]
ad-title: "KELSTON," OF TAURANGA. bbox=[407, 601, 534, 612]
ad-signature: GUALTER, DYKES AND CO. bbox=[136, 279, 237, 301]
beer-ad bbox=[897, 1195, 1102, 1466]
